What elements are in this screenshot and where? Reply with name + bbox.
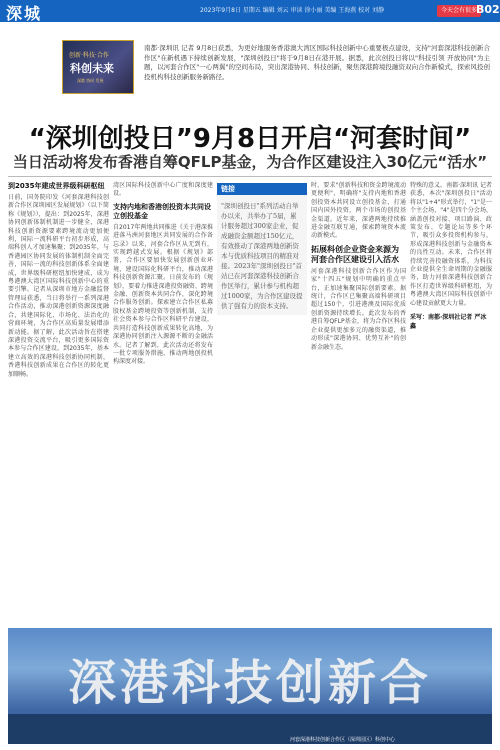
section-title: 深城 — [6, 4, 43, 23]
photo-line1: 创新·科技·合作 — [69, 52, 109, 59]
column-1 — [8, 182, 109, 379]
column-2-text: 自2017年两地共同推进《关于港深推进落马洲河套地区共同发展的合作备忘录》以来，河套合作区从无到有，实现跨越式发展。根据《规划》部署，合作区要加快发展创新创业环境，建设国际化科研平台，推动深港科技创新资源汇聚。日前发布的《规划》，要着力推进深港投资融资、跨境金融、创新资本共同合作，深化跨境合作服务创新。探索建立合作区私募股权基金跨境投资等创新机制，支持社会资本参与合作区科研平台建设，共同打造科技创新成果转化高地，为深港协同创新注入源源不断的金融活水。记者了解到，此次活动还将发布一批专项服务措施，推动两地创投机构深度对接。 — [113, 223, 213, 366]
column-4-subheading: 拓展科创企业资金来源为河套合作区建设引入活水 — [311, 244, 399, 264]
column-1-heading: 到2035年建成世界级科研枢纽 — [8, 182, 105, 190]
sidebar-text: "深圳创投日"系列活动自举办以来，共举办了5届，累计服务超过300家企业，促成融资金额超过150亿元，有效推动了深港两地创新资本与优质科技项目的精准对接。2023年"深圳创投日"首站已在河套深港科技创新合作区举行，累计参与机构超过1000家，为合作区建设提供了强有力的资本支持。 — [221, 202, 303, 310]
photo-line2: 科创未来 — [70, 62, 114, 75]
headline: “深圳创投日”9月8日开启“河套时间” — [28, 124, 472, 154]
photo-line3: 深港 协同 发展 — [77, 78, 104, 83]
column-4 — [311, 182, 406, 352]
building-base — [8, 714, 492, 744]
masthead-bar — [0, 0, 500, 22]
column-1-text: 日前，国务院印发《河套深港科技创新合作区深圳园区发展规划》（以下简称《规划》），提出：到2025年，深港协同创新体制机制进一步健全，深港科技创新资源要素跨境流动更加便利，国际一流科研平台初步形成，高端科创人才加速集聚；到2035年，与香港园区协同发展的体制机制全面完善，国际一流的科技创新体系全面建成，世界级科研枢纽加快建成，成为粤港澳大湾区国际科技创新中心的重要引擎。记者从深圳市地方金融监督管理局获悉，当日将举行一系列深港合作活动，推动深港创新资源深度融合，共建国际化、市场化、法治化的营商环境，为合作区高质量发展增添新动能。据了解，此次活动旨在搭建深港投资交流平台，吸引更多国际资本参与合作区建设。到2035年，基本建立高效的深港科技创新协同机制，香港科技创新成果在合作区的转化更加顺畅。 — [8, 194, 109, 378]
lead-photo — [62, 40, 134, 94]
sidebar-label: 链接 — [217, 183, 307, 195]
edition-badge: 今天会有很多 — [437, 5, 481, 17]
column-2-heading: 支持内地和香港创投资本共同设立创投基金 — [113, 202, 211, 220]
column-5-text: 特殊的意义。南都·深圳讯 记者获悉，本次"深圳创投日"活动将以"1+4"形式举行，"1"是一个主会场，"4"是四个分会场，涵盖创投对接、项目路演、政策发布、专题论坛等多个环节，吸引众多投资机构参与，形成深港科技创新与金融资本的良性互动。未来，合作区将持续完善投融资体系，为科技企业提供全生命周期的金融服务，助力河套深港科技创新合作区打造世界级科研枢纽，为粤港澳大湾区国际科技创新中心建设贡献更大力量。 — [410, 182, 492, 307]
divider — [8, 176, 492, 177]
column-5 — [410, 182, 492, 330]
sidebar-box — [217, 183, 307, 315]
column-4-text-1: 时，要求"创新科技和资金跨境流动更便利"，明确将"支持内地和香港创投资本共同设立创投基金，打通国内国外投资，两个市场的创投基金渠道。近年来，深港两地持续推进金融互联互通，探索跨境资本流动新模式。 — [311, 182, 406, 240]
lead-paragraph: 南都·深圳讯 记者 9月8日获悉，为更好地服务香港澳大湾区国际科技创新中心重要极点建设，支持"河套深港科技创新合作区"在新机遇下持续创新发展，"深圳创投日"将于9月8日在港开展。据悉，此次创投日将以"科技引领 开放协同"为主题，以河套合作区"一心两翼"的空间布局，突出深港协同、科技创新，聚焦深港跨境投融资双向合作新模式，探索风投创投机构科技创新服务新路径。 — [144, 44, 490, 81]
column-2-intro: 湾区国际科技创新中心广度和深度建设。 — [113, 182, 213, 198]
column-2 — [113, 182, 213, 367]
building-sign: 深港科技创新合 — [68, 655, 433, 711]
photo-caption: 河套深港科技创新合作区（深圳园区）科创中心 — [290, 737, 396, 743]
edition-info: 2023年9月8日 星期五 编辑 刘云 审读 徐小丽 美编 王海燕 校对 刘静 — [200, 7, 385, 14]
subheadline: 当日活动将发布香港自筹QFLP基金，为合作区建设注入30亿元“活水” — [12, 153, 488, 171]
column-4-text-2: 河套深港科技创新合作区作为国家"十四五"规划中明确的重点平台，正加速集聚国际创新要素。据统计，合作区已集聚高端科研项目超过150个，引进港澳及国际优质创新资源持续增长。此次发布的香港自筹QFLP基金，将为合作区科技企业提供更加多元的融资渠道，推动形成"深港协同、优势互补"的创新金融生态。 — [311, 267, 406, 351]
byline: 采写：南都·深圳社记者 严冰鑫 — [410, 314, 487, 331]
building-photo — [8, 628, 492, 744]
page-number: B02 — [476, 3, 500, 16]
